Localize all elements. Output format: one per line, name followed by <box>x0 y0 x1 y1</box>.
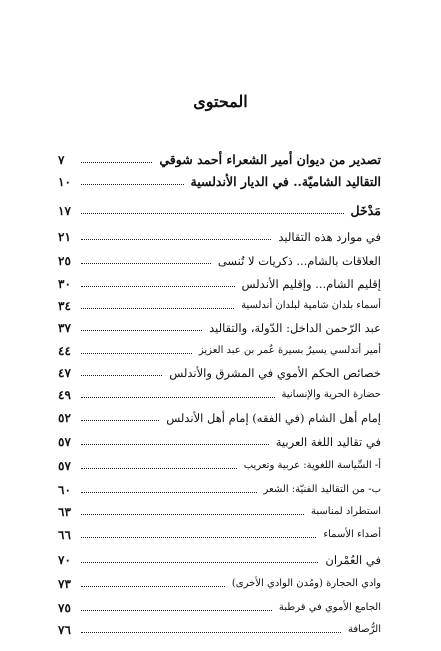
dot-leader <box>81 536 316 538</box>
toc-entry-page-number: ١٠ <box>58 175 71 189</box>
dot-leader <box>81 161 152 163</box>
toc-entry <box>58 383 381 403</box>
toc-entry <box>58 339 381 359</box>
dot-leader <box>81 419 159 421</box>
toc-entry-title: إمام أهل الشام (في الفقه) إمام أهل الأندلس <box>166 411 381 425</box>
dot-leader <box>81 491 257 493</box>
dot-leader <box>81 585 225 587</box>
toc-entry <box>58 596 381 616</box>
toc-entry-title: في تقاليد اللغة العربية <box>275 435 381 449</box>
dot-leader <box>81 212 344 214</box>
toc-entry-page-number: ٦٦ <box>58 528 71 542</box>
toc-entry <box>58 618 381 638</box>
toc-entry <box>58 430 381 450</box>
dot-leader <box>81 262 211 264</box>
toc-entry-title: أمير أندلسي يسيرُ بسيرة عُمر بن عبد العزيز <box>198 345 381 356</box>
toc-entry-page-number: ٧٣ <box>58 577 71 591</box>
toc-entry-page-number: ٣٠ <box>58 277 71 291</box>
toc-entry-page-number: ٥٧ <box>58 435 71 449</box>
dot-leader <box>81 609 272 611</box>
toc-entry-page-number: ٣٧ <box>58 321 71 335</box>
toc-entry-title: في موارد هذه التقاليد <box>278 230 381 244</box>
page-title: المحتوى <box>193 92 248 111</box>
toc-entry-page-number: ٣٤ <box>58 299 71 313</box>
toc-entry-page-number: ٢٥ <box>58 254 71 268</box>
toc-entry-title: الرُّصافة <box>347 624 381 635</box>
table-of-contents <box>58 148 381 637</box>
dot-leader <box>81 285 235 287</box>
toc-entry <box>58 454 381 474</box>
toc-entry-title: أسماء بلدان شامية لبلدان أندلسية <box>241 300 381 311</box>
dot-leader <box>81 443 269 445</box>
toc-entry-title: حضارة الحرية والإنسانية <box>281 389 381 400</box>
toc-entry-title: إقليم الشام... وإقليم الأندلس <box>241 277 381 291</box>
toc-entry-page-number: ٢١ <box>58 230 71 244</box>
toc-entry-title: ب- من التقاليد الفنيّة: الشعر <box>263 484 381 495</box>
dot-leader <box>81 352 192 354</box>
dot-leader <box>81 307 234 309</box>
dot-leader <box>81 183 184 185</box>
toc-entry-title: مَدْخَل <box>350 203 381 218</box>
toc-entry-title: التقاليد الشاميّة.. في الديار الأندلسية <box>190 174 381 189</box>
toc-entry <box>58 272 381 292</box>
toc-entry-page-number: ٦٠ <box>58 483 71 497</box>
toc-entry <box>58 572 381 592</box>
toc-entry-page-number: ٧٥ <box>58 601 71 615</box>
toc-entry-title: وادي الحجارة (ومُدن الوادي الأخرى) <box>231 578 381 589</box>
toc-entry <box>58 170 381 190</box>
toc-entry <box>58 406 381 426</box>
toc-entry-page-number: ٥٢ <box>58 411 71 425</box>
toc-entry <box>58 500 381 520</box>
toc-entry-page-number: ٧ <box>58 153 65 167</box>
toc-entry-page-number: ٥٧ <box>58 459 71 473</box>
dot-leader <box>81 374 162 376</box>
toc-entry-page-number: ٧٠ <box>58 553 71 567</box>
toc-entry <box>58 148 381 168</box>
toc-entry-page-number: ٤٩ <box>58 388 71 402</box>
toc-entry-title: الجامع الأموي في قرطبة <box>278 602 381 613</box>
toc-entry <box>58 294 381 314</box>
toc-entry-title: أصداء الأسماء <box>323 529 381 540</box>
dot-leader <box>81 561 318 563</box>
toc-entry <box>58 523 381 543</box>
toc-entry <box>58 548 381 568</box>
toc-entry-title: خصائص الحكم الأموي في المشرق والأندلس <box>169 366 381 380</box>
dot-leader <box>81 238 271 240</box>
toc-entry <box>58 316 381 336</box>
toc-entry-title: تصدير من ديوان أمير الشعراء أحمد شوقي <box>159 152 381 167</box>
toc-entry-page-number: ٦٣ <box>58 505 71 519</box>
dot-leader <box>81 396 275 398</box>
toc-entry-page-number: ٤٤ <box>58 344 71 358</box>
toc-entry-page-number: ٤٧ <box>58 366 71 380</box>
dot-leader <box>81 513 304 515</box>
dot-leader <box>81 329 202 331</box>
toc-entry <box>58 478 381 498</box>
toc-entry <box>58 225 381 245</box>
dot-leader <box>81 631 341 633</box>
toc-entry <box>58 361 381 381</box>
toc-entry <box>58 249 381 269</box>
toc-entry-page-number: ١٧ <box>58 204 71 218</box>
toc-entry <box>58 199 381 219</box>
toc-entry-title: العلاقات بالشام... ذكريات لا تُنسى <box>217 254 381 268</box>
toc-entry-title: استطراد لمناسبة <box>311 506 381 517</box>
dot-leader <box>81 467 237 469</box>
toc-entry-title: في العُمْران <box>325 553 381 567</box>
toc-entry-title: أ- السِّياسة اللغوية: عربية وتعريب <box>243 460 381 471</box>
toc-entry-page-number: ٧٦ <box>58 623 71 637</box>
toc-entry-title: عبد الرّحمن الداخل: الدّولة، والتقاليد <box>209 321 381 335</box>
